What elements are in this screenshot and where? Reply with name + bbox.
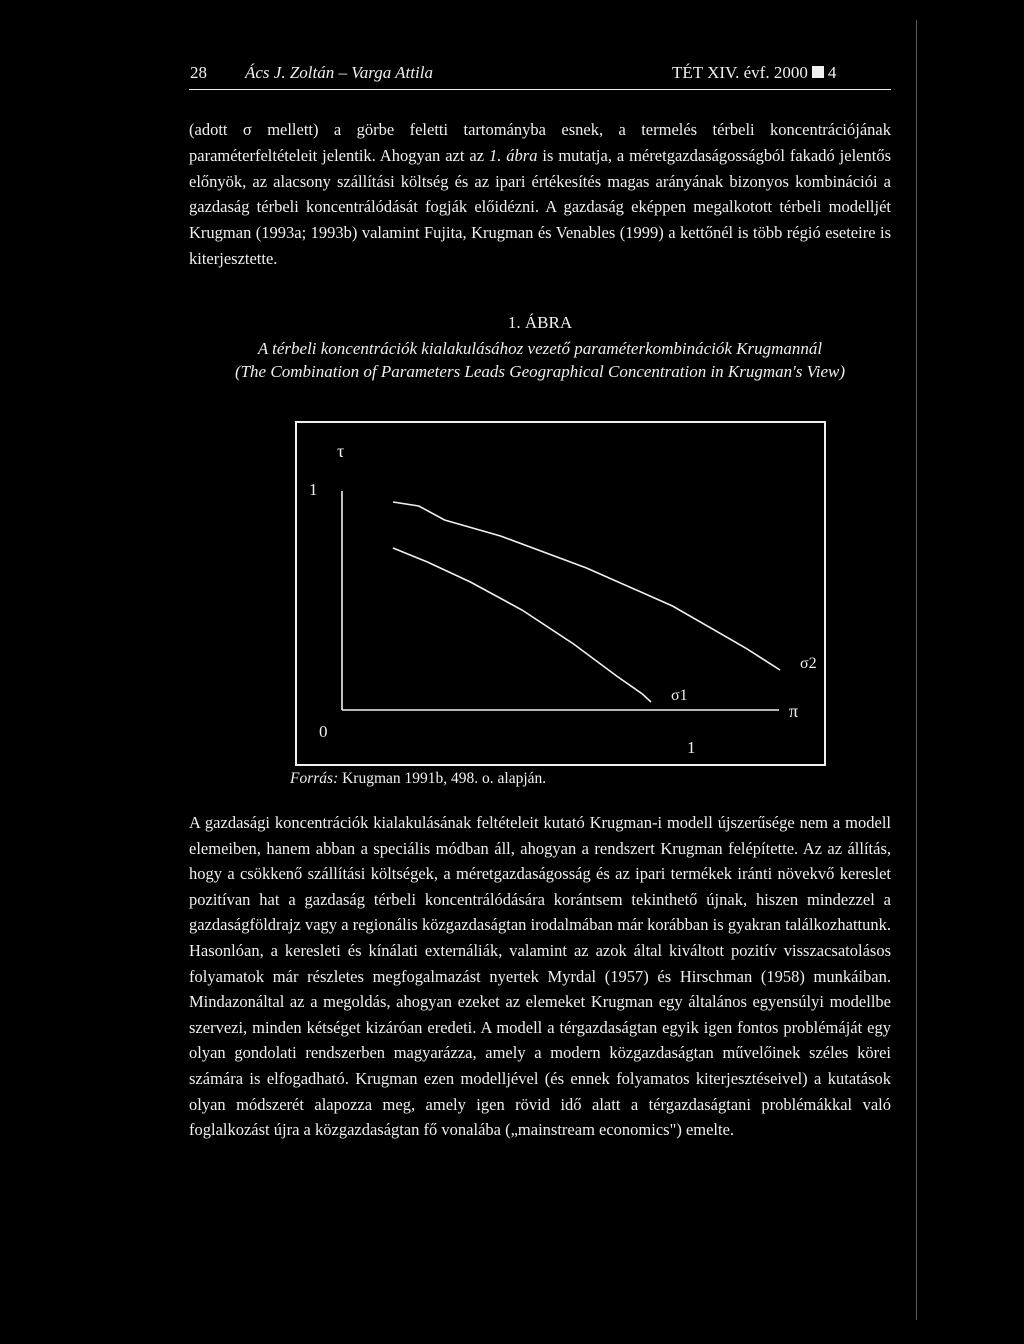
curves-group: [393, 502, 817, 704]
square-bullet-icon: [812, 66, 824, 78]
paragraph-1-part-a: (adott σ mellett) a görbe feletti tartományba esnek, a termelés térbeli koncentrációjának paraméterfeltételeit jelentik. Ahogyan azt az: [189, 120, 891, 165]
figure-title-hu: A térbeli koncentrációk kialakulásához vezető paraméterkombinációk Krugmannál: [257, 339, 823, 358]
header-journal: [672, 63, 836, 83]
origin-label: 0: [319, 722, 328, 741]
paragraph-1: [189, 117, 891, 272]
paragraph-1-part-b: is mutatja, a méretgazdaságosságból fakadó jelentős előnyök, az alacsony szállítási költség és az ipari értékesítés magas arányának bizonyos kombinációi a gazdaság térbeli koncentrálódását fogják előidézni. A gazdaság eképpen megalkotott térbeli modelljét Krugman (1993a; 1993b) valamint Fujita, Krugman és Venables (1999) a kettőnél is több régió eseteire is kiterjesztette.: [189, 145, 891, 268]
source-text: Krugman 1991b, 498. o. alapján.: [338, 770, 547, 787]
scan-edge-line: [916, 20, 917, 1320]
figure-title-en: (The Combination of Parameters Leads Geographical Concentration in Krugman's View): [234, 361, 846, 381]
curve-1-label: σ1: [671, 687, 688, 704]
running-header: [190, 63, 890, 87]
figure-number: 1. ÁBRA: [507, 313, 573, 332]
source-label: Forrás:: [290, 770, 339, 787]
curve-2: [393, 502, 780, 670]
figure-chart: [295, 421, 826, 766]
issue-number: 4: [827, 63, 837, 82]
figure-frame: [296, 422, 825, 765]
y-axis-label: τ: [337, 441, 345, 461]
curve-1: [393, 548, 651, 702]
page-number: 28: [190, 63, 207, 82]
header-authors: Ács J. Zoltán – Varga Attila: [245, 63, 433, 82]
y-tick-label: 1: [309, 480, 318, 499]
x-axis-label: π: [789, 701, 799, 721]
x-tick-label: 1: [687, 738, 696, 757]
header-rule: [189, 89, 891, 90]
paragraph-2: A gazdasági koncentrációk kialakulásának feltételeit kutató Krugman-i modell újszerűsége nem a modell elemeiben, hanem abban a speciális módban áll, ahogyan a rendszert Krugman felépítette. Az az állítás, hogy a csökkenő szállítási költségek, a méretgazdaságosság és az ipari termékek iránti növekvő kereslet pozitívan hat a gazdaság térbeli koncentrálódására korántsem tekinthető újnak, hiszen mindezzel a gazdaságföldrajz vagy a regionális közgazdaságtan irodalmában már korábban is gyakran találkozhattunk. Hasonlóan, a keresleti és kínálati externáliák, valamint az azok által kiváltott pozitív visszacsatolásos folyamatok már részletes megfogalmazást nyertek Myrdal (1957) és Hirschman (1958) munkáiban. Mindazonáltal az a megoldás, ahogyan ezeket az elemeket Krugman egy általános egyensúlyi modellbe szervezi, minden kétséget kizáróan eredeti. A modell a térgazdaságtan egyik igen fontos problémáját egy olyan gondolati rendszerben magyarázza, amely a modern közgazdaságtan művelőinek széles körei számára is elfogadható. Krugman ezen modelljével (és ennek folyamatos kiterjesztéseivel) a kutatások olyan módszerét alapozza meg, amely igen rövid idő alatt a térgazdaságtani problémákkal való foglalkozást újra a közgazdaságtan fő vonalába („mainstream economics") emelte.: [189, 813, 891, 1140]
journal-name: TÉT XIV. évf. 2000: [672, 63, 808, 82]
figure-title: [189, 338, 891, 383]
curve-2-label: σ2: [800, 655, 817, 672]
figure-reference: 1. ábra: [488, 145, 538, 165]
figure-source: [290, 770, 546, 788]
